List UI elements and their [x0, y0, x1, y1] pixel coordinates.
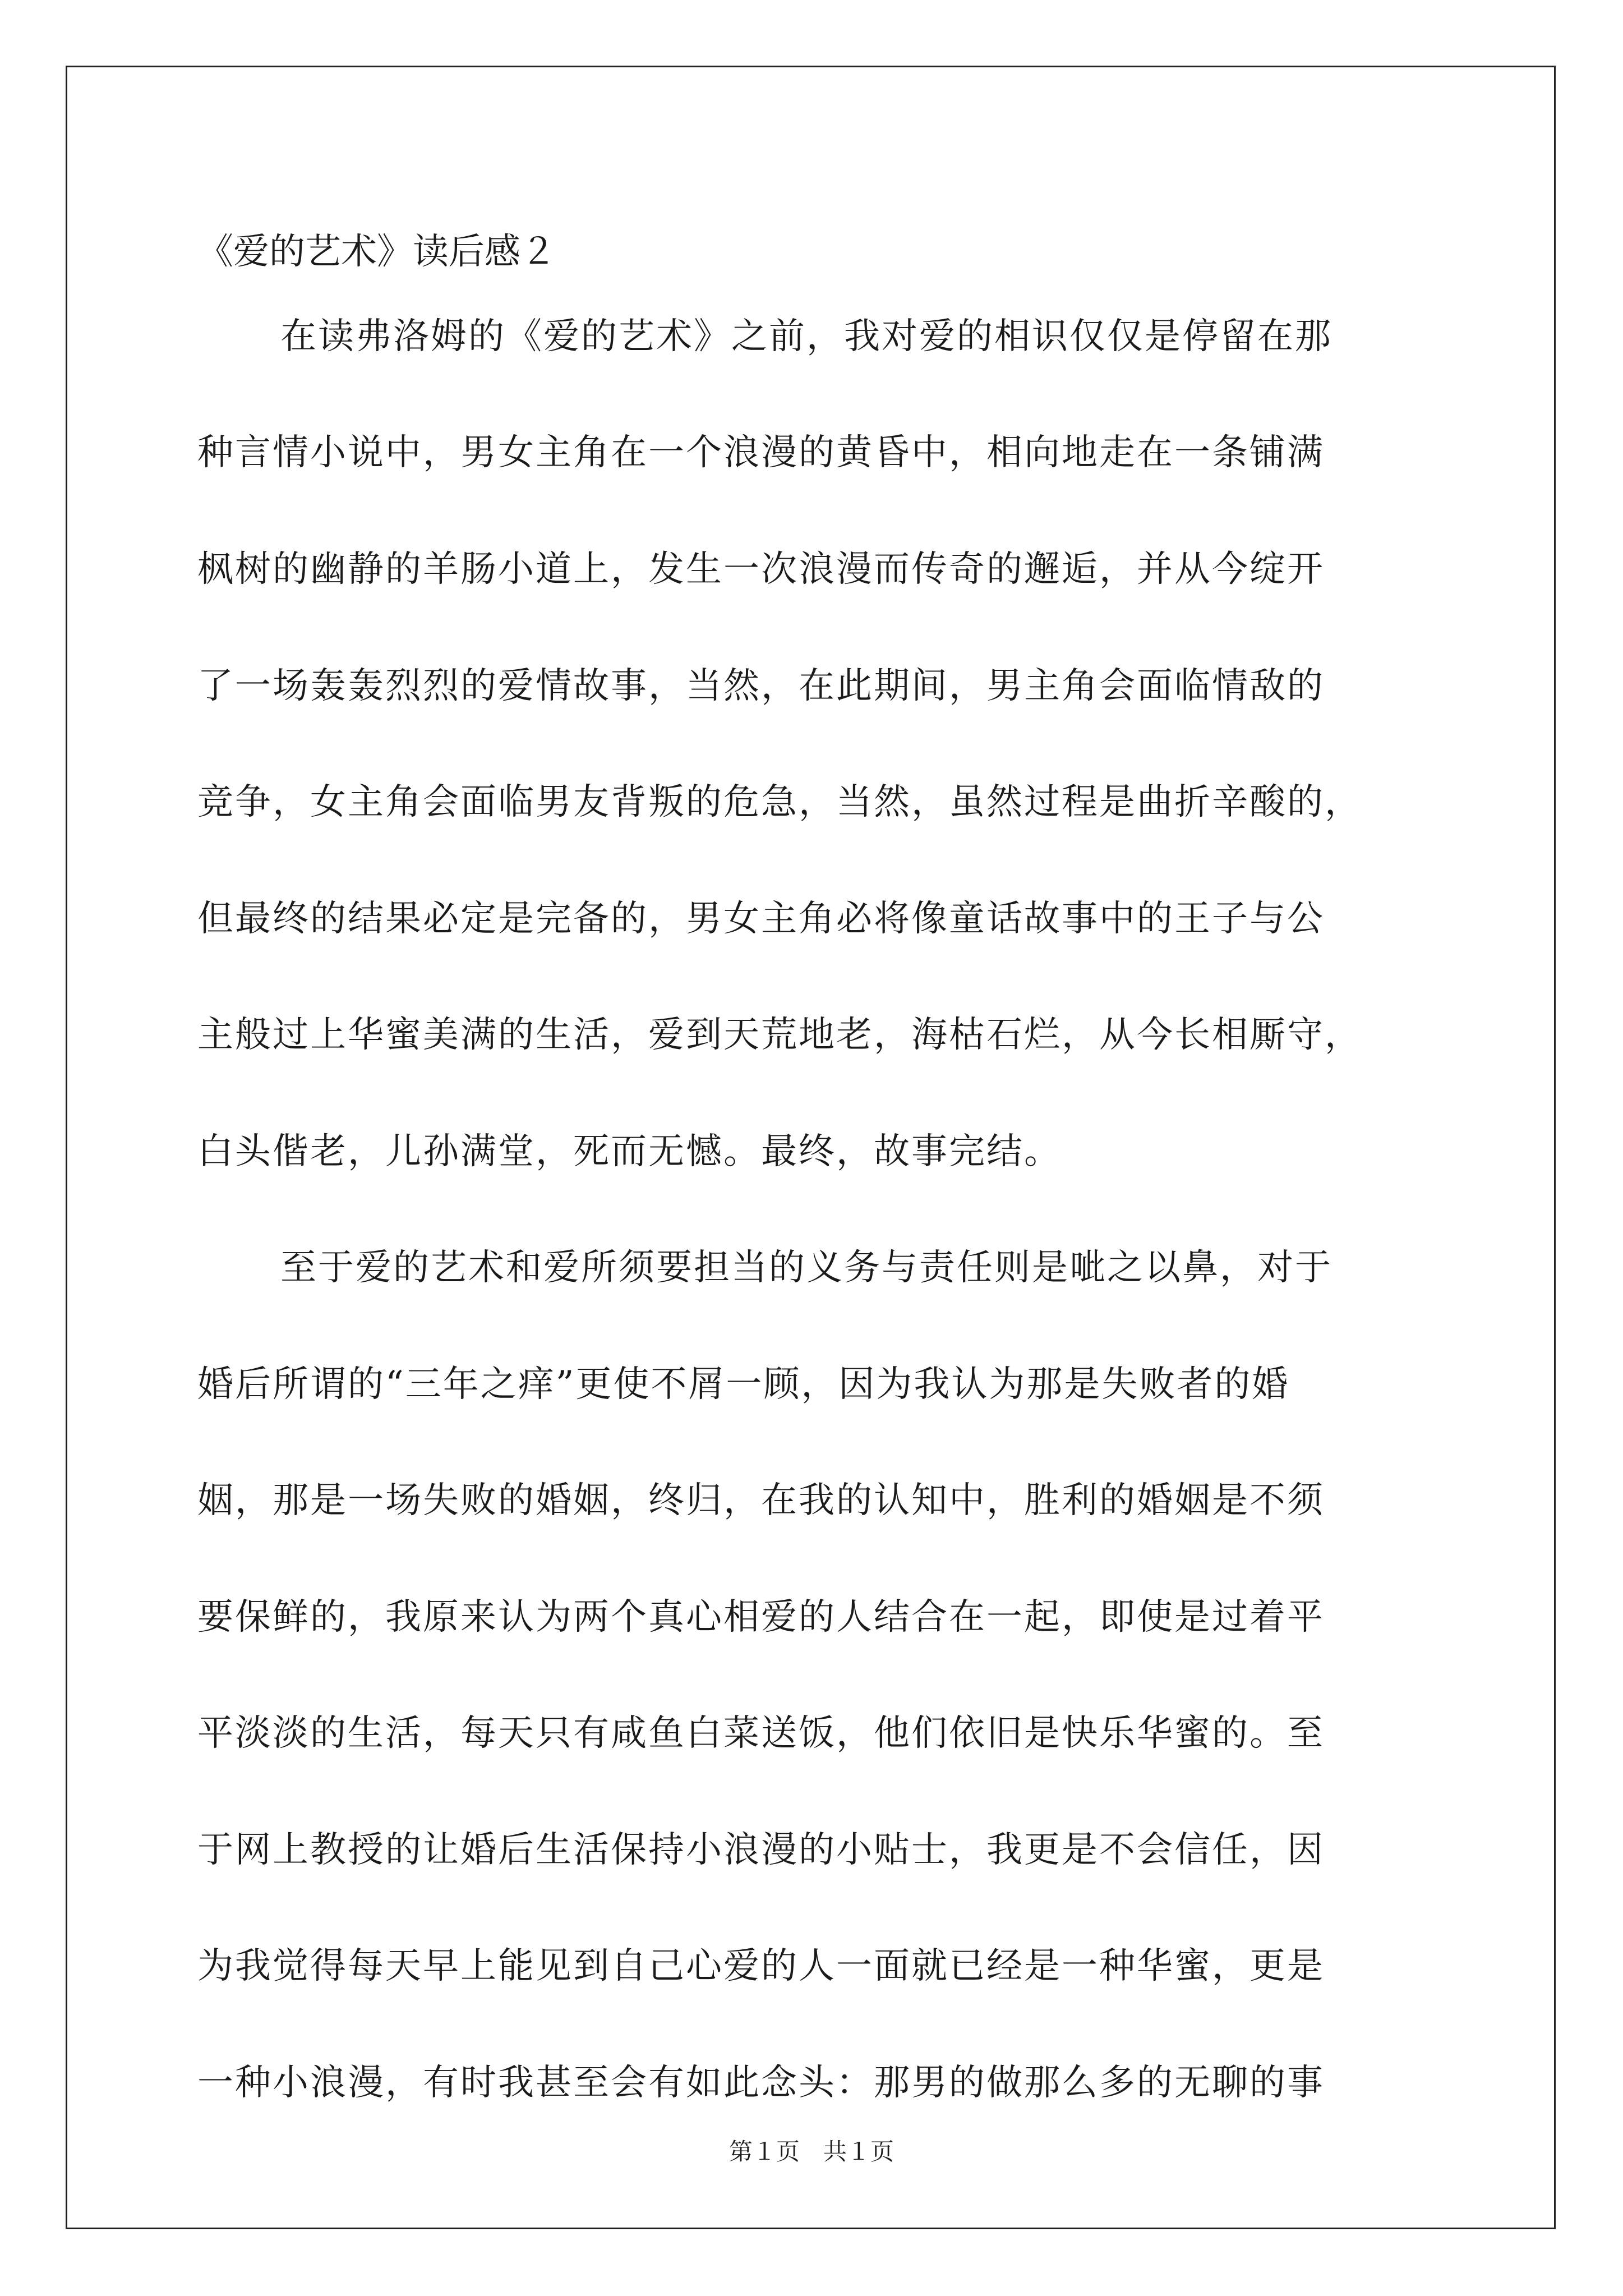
- page-footer: 第１页 共１页: [728, 2138, 894, 2165]
- paragraph-2-line-1: 至于爱的艺术和爱所须要担当的义务与责任则是呲之以鼻，对于: [280, 1247, 1332, 1289]
- paragraph-1-line-3: 枫树的幽静的羊肠小道上，发生一次浪漫而传奇的邂逅，并从今绽开: [197, 549, 1325, 590]
- paragraph-1-line-5: 竞争，女主角会面临男友背叛的危急，当然，虽然过程是曲折辛酸的，: [197, 781, 1362, 823]
- paragraph-2-line-6: 于网上教授的让婚后生活保持小浪漫的小贴士，我更是不会信任，因: [197, 1829, 1325, 1871]
- paragraph-1-line-7: 主般过上华蜜美满的生活，爱到天荒地老，海枯石烂，从今长相厮守，: [197, 1014, 1362, 1056]
- paragraph-2-line-4: 要保鲜的，我原来认为两个真心相爱的人结合在一起，即使是过着平: [197, 1596, 1325, 1638]
- paragraph-1-line-1: 在读弗洛姆的《爱的艺术》之前，我对爱的相识仅仅是停留在那: [280, 316, 1332, 357]
- paragraph-2-line-2: 婚后所谓的“三年之痒”更使不屑一顾，因为我认为那是失败者的婚: [197, 1364, 1290, 1405]
- paragraph-1-line-2: 种言情小说中，男女主角在一个浪漫的黄昏中，相向地走在一条铺满: [197, 432, 1325, 473]
- paragraph-2-line-8: 一种小浪漫，有时我甚至会有如此念头：那男的做那么多的无聊的事: [197, 2062, 1325, 2104]
- paragraph-2-line-7: 为我觉得每天早上能见到自己心爱的人一面就已经是一种华蜜，更是: [197, 1945, 1325, 1987]
- paragraph-2-line-5: 平淡淡的生活，每天只有咸鱼白菜送饭，他们依旧是快乐华蜜的。至: [197, 1713, 1325, 1754]
- paragraph-2-line-3: 姻，那是一场失败的婚姻，终归，在我的认知中，胜利的婚姻是不须: [197, 1480, 1325, 1521]
- document-title: 《爱的艺术》读后感２: [197, 231, 556, 273]
- paragraph-1-line-8: 白头偕老，儿孙满堂，死而无憾。最终，故事完结。: [197, 1131, 1062, 1172]
- paragraph-1-line-6: 但最终的结果必定是完备的，男女主角必将像童话故事中的王子与公: [197, 898, 1325, 940]
- paragraph-1-line-4: 了一场轰轰烈烈的爱情故事，当然，在此期间，男主角会面临情敌的: [197, 665, 1325, 707]
